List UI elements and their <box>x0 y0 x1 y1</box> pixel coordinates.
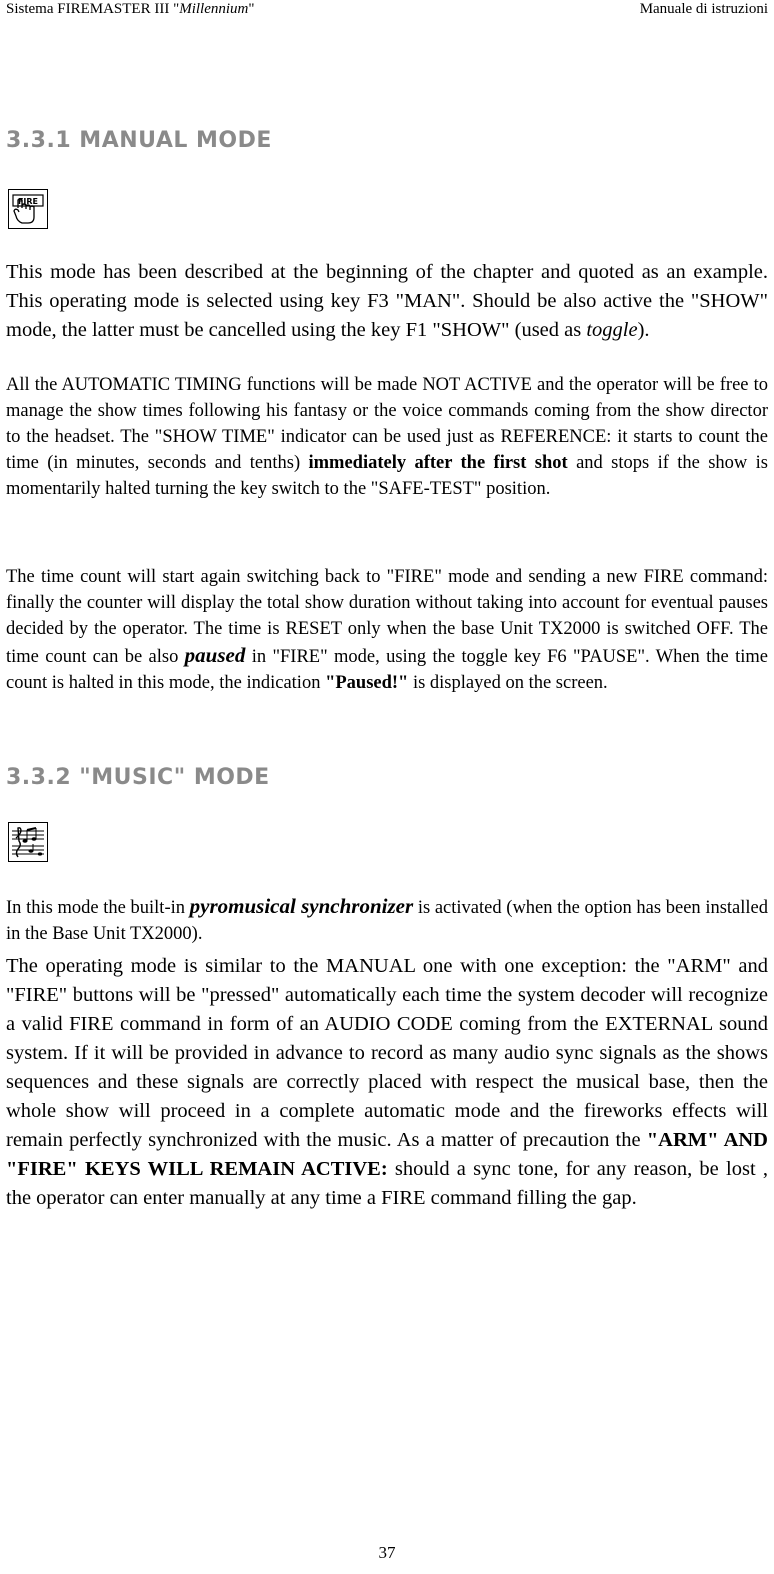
header-title <box>6 1 254 18</box>
text-run: is activated (when the option has been installed in the Base Unit TX2000). <box>6 898 769 944</box>
header-manual-label: Manuale di istruzioni <box>639 1 768 17</box>
text-run: The time count will start again switching back to "FIRE" mode and sending a new FIRE command: finally the counter will display the total show duration without taking into account for eventual pauses decided by the operator. The time is RESET only when the base Unit TX2000 is switched OFF. The time count can be also <box>6 567 768 667</box>
section-heading-manual-mode: 3.3.1 MANUAL MODE <box>6 128 272 153</box>
paragraph-music-operation <box>6 952 768 1213</box>
paragraph-manual-time-count <box>6 564 768 696</box>
text-run-bold-italic: paused <box>184 643 246 667</box>
header-title-italic: Millennium <box>179 1 249 17</box>
fire-hand-icon <box>8 189 48 229</box>
paragraph-manual-timing <box>6 372 768 502</box>
text-run: in "FIRE" mode, using the toggle key F6 "PAUSE". When the time count is halted in this mode, the indication <box>6 647 768 693</box>
text-run: should a sync tone, for any reason, be lost , the operator can enter manually at any time a FIRE command filling the gap. <box>6 1158 768 1209</box>
text-run-italic: toggle <box>586 319 638 341</box>
header-title-suffix: " <box>248 1 255 17</box>
paragraph-music-intro <box>6 893 768 947</box>
header-title-prefix: Sistema FIREMASTER III " <box>6 1 180 17</box>
text-run: ). <box>637 319 650 341</box>
text-run: In this mode the built-in <box>6 898 190 918</box>
section-heading-music-mode: 3.3.2 "MUSIC" MODE <box>6 765 270 790</box>
paragraph-manual-intro <box>6 258 768 345</box>
text-run-bold: immediately after the first shot <box>308 453 568 473</box>
text-run: is displayed on the screen. <box>408 673 608 693</box>
text-run-bold: "Paused!" <box>325 673 409 693</box>
text-run-bold-italic: pyromusical synchronizer <box>189 894 414 918</box>
text-run: The operating mode is similar to the MANUAL one with one exception: the "ARM" and "FIRE" buttons will be "pressed" automatically each time the system decoder will recognize a valid FIRE command in form of an AUDIO CODE coming from the EXTERNAL sound system. If it will be provided in advance to record as many audio sync signals as the shows sequences and these signals are correctly placed with respect the musical base, then the whole show will proceed in a complete automatic mode and the fireworks effects will remain perfectly synchronized with the music. As a matter of precaution the <box>6 955 768 1151</box>
text-run: and stops if the show is momentarily halted turning the key switch to the "SAFE-TEST" position. <box>6 453 768 499</box>
text-run: This mode has been described at the beginning of the chapter and quoted as an example. This operating mode is selected using key F3 "MAN". Should be also active the "SHOW" mode, the latter must be cancelled using the key F1 "SHOW" (used as <box>6 261 768 341</box>
text-run: All the AUTOMATIC TIMING functions will be made NOT ACTIVE and the operator will be free to manage the show times following his fantasy or the voice commands coming from the show director to the headset. The "SHOW TIME" indicator can be used just as REFERENCE: it starts to count the time (in minutes, seconds and tenths) <box>6 375 768 473</box>
page-header <box>6 0 768 22</box>
text-run-bold: "ARM" AND "FIRE" KEYS WILL REMAIN ACTIVE: <box>6 1129 768 1180</box>
music-sheet-icon <box>8 822 48 862</box>
page-number: 37 <box>378 1543 396 1562</box>
fire-icon-label: FIRE <box>17 197 39 206</box>
